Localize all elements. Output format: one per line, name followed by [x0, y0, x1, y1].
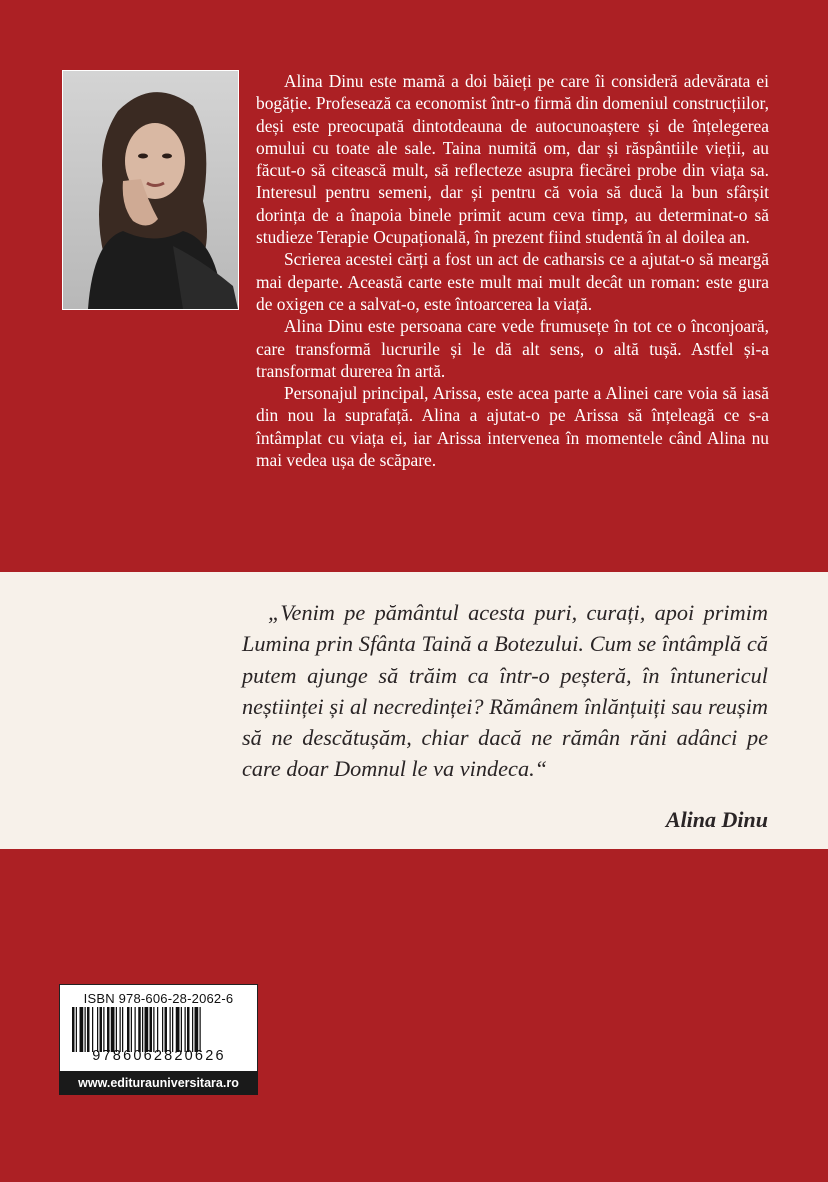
quote-author: Alina Dinu: [665, 807, 768, 832]
barcode-digits: 9786062820626: [92, 1048, 226, 1064]
author-photo: [62, 70, 239, 310]
bio-paragraph: Personajul principal, Arissa, este acea parte a Alinei care voia să iasă din nou la suprafață. Alina a ajutat-o pe Arissa să înțeleagă ce s-a întâmplat cu viața ei, iar Arissa intervenea în momentele când Alina nu mai vedea ușa de scăpare.: [256, 383, 769, 471]
bio-paragraph: Alina Dinu este mamă a doi băieți pe care îi consideră adevărata ei bogăție. Profesează ca economist într-o firmă din domeniul construcțiilor, deși este preocupată dintotdeauna de autocunoaștere și de înțelegerea omului cu toate ale sale. Taina numită om, dar și răspântiile vieții, au făcut-o să citească mult, să reflecteze asupra fiecărei probe din viața sa. Interesul pentru semeni, dar și pentru că voia să ducă la bun sfârșit dorința de a înapoia binele primit acum ceva timp, au determinat-o să studieze Terapie Ocupațională, în prezent fiind studentă în al doilea an.: [256, 71, 769, 248]
isbn-barcode-box: [59, 984, 258, 1080]
author-bio: [256, 70, 769, 471]
barcode-bars: [70, 1007, 248, 1052]
publisher-url: www.editurauniversitara.ro: [59, 1071, 258, 1095]
quote-text: „Venim pe pământul acesta puri, curați, apoi primim Lumina prin Sfânta Taină a Botezului. Cum se întâmplă că putem ajunge să trăim ca într-o peșteră, în întunericul neștiinței și al necredinței? Rămânem înlănțuiți sau reușim să ne descătușăm, chiar dacă ne rămân răni adânci pe care doar Domnul le va vindeca.“: [242, 600, 768, 782]
isbn-label: ISBN 978-606-28-2062-6: [83, 991, 234, 1006]
bio-paragraph: Alina Dinu este persoana care vede frumusețe în tot ce o înconjoară, care transformă lucrurile și le dă alt sens, o altă tușă. Astfel și-a transformat durerea în artă.: [256, 316, 769, 381]
bio-paragraph: Scrierea acestei cărți a fost un act de catharsis ce a ajutat-o să meargă mai departe. Această carte este mult mai mult decât un roman: este gura de oxigen ce a salvat-o, este întoarcerea la viață.: [256, 249, 769, 314]
book-quote: [242, 597, 768, 785]
